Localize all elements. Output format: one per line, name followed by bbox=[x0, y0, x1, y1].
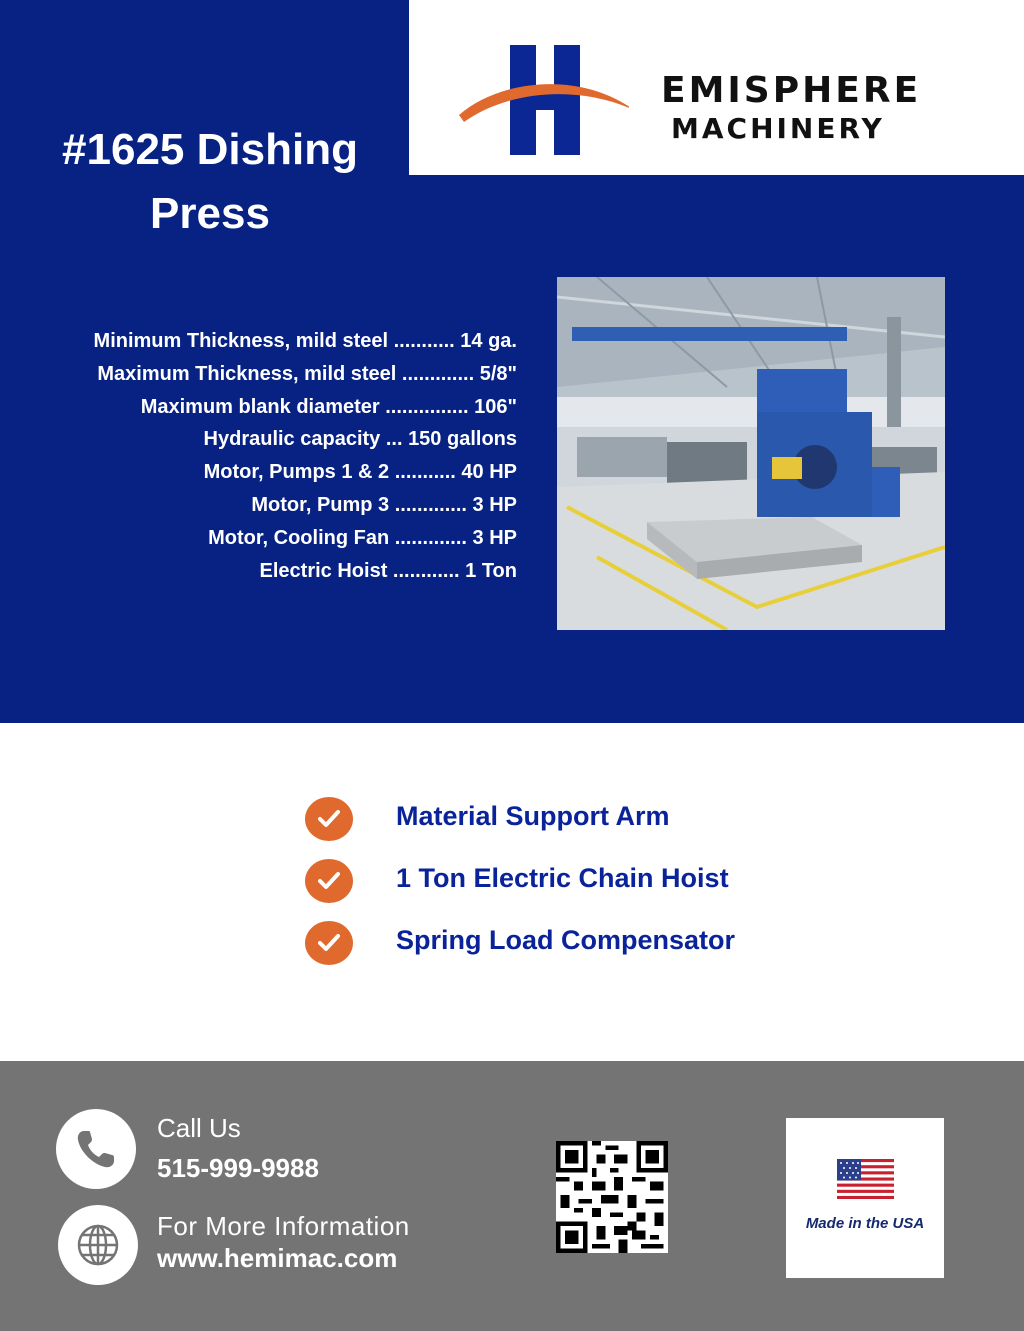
footer bbox=[0, 1061, 1024, 1331]
product-photo bbox=[557, 277, 945, 630]
made-in-usa-badge bbox=[786, 1118, 944, 1278]
spec-item: Motor, Pump 3 ............. 3 HP bbox=[251, 493, 517, 516]
phone-icon[interactable] bbox=[56, 1109, 136, 1189]
us-flag-icon bbox=[837, 1159, 894, 1199]
check-icon bbox=[305, 859, 353, 903]
spec-list bbox=[0, 325, 517, 587]
more-info-label: For More Information bbox=[157, 1211, 410, 1241]
page-title: #1625 Dishing Press bbox=[62, 125, 358, 238]
check-icon bbox=[305, 797, 353, 841]
spec-item: Maximum Thickness, mild steel ............. 5/8" bbox=[97, 362, 517, 385]
spec-item: Minimum Thickness, mild steel ........... 14 ga. bbox=[93, 330, 517, 352]
feature-item bbox=[305, 857, 805, 919]
spec-item: Motor, Cooling Fan ............. 3 HP bbox=[208, 526, 517, 549]
feature-item bbox=[305, 919, 805, 981]
globe-icon[interactable] bbox=[58, 1205, 138, 1285]
phone-number-link[interactable]: 515-999-9988 bbox=[157, 1153, 319, 1183]
logo-text-line2: MACHINERY bbox=[671, 112, 885, 145]
website-link[interactable]: www.hemimac.com bbox=[157, 1243, 398, 1273]
spec-item: Hydraulic capacity ... 150 gallons bbox=[203, 428, 517, 451]
spec-item: Electric Hoist ............ 1 Ton bbox=[259, 559, 517, 582]
feature-label: Material Support Arm bbox=[396, 801, 670, 831]
feature-label: 1 Ton Electric Chain Hoist bbox=[396, 863, 729, 893]
spec-item: Maximum blank diameter ............... 106" bbox=[140, 395, 517, 418]
made-in-usa-text: Made in the USA bbox=[805, 1215, 925, 1232]
feature-label: Spring Load Compensator bbox=[396, 925, 736, 955]
company-logo bbox=[409, 0, 1024, 175]
feature-item bbox=[305, 795, 805, 857]
logo-h-mark bbox=[459, 40, 629, 160]
qr-code[interactable] bbox=[556, 1141, 668, 1253]
call-us-label: Call Us bbox=[157, 1113, 241, 1143]
spec-item: Motor, Pumps 1 & 2 ........... 40 HP bbox=[203, 461, 517, 484]
logo-text-line1: EMISPHERE bbox=[661, 70, 922, 111]
check-icon bbox=[305, 921, 353, 965]
feature-list bbox=[305, 795, 805, 981]
